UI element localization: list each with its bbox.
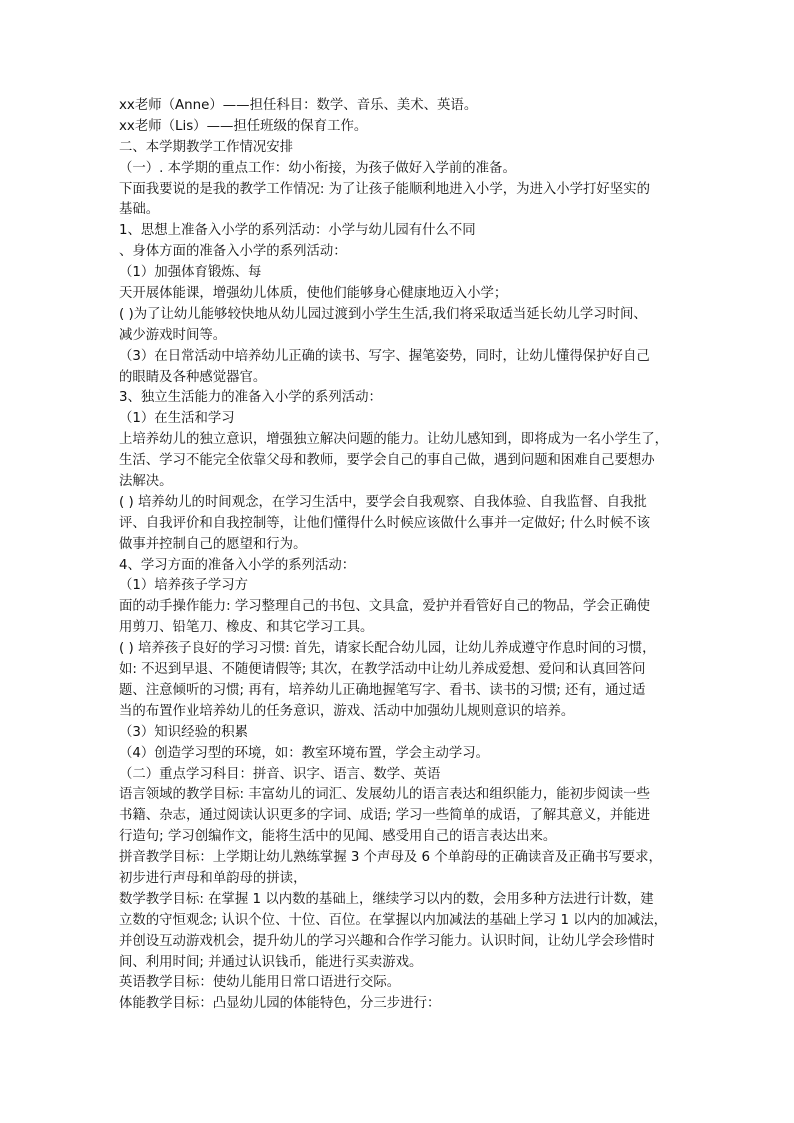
text-line: 题、注意倾听的习惯; 再有，培养幼儿正确地握笔写字、看书、读书的习惯; 还有，通过适 — [119, 682, 646, 698]
paragraph — [119, 284, 684, 305]
paragraph — [119, 556, 684, 577]
text-line: （3）在日常活动中培养幼儿正确的读书、写字、握笔姿势，同时，让幼儿懂得保护好自己 — [119, 348, 650, 364]
paragraph — [119, 263, 684, 284]
paragraph — [119, 765, 684, 786]
text-line: （1）培养孩子学习方 — [119, 578, 249, 594]
paragraph — [119, 242, 684, 263]
text-line: 立数的守恒观念; 认识个位、十位、百位。在掌握以内加减法的基础上学习 1 以内的加减法， — [119, 912, 668, 928]
paragraph — [119, 388, 684, 409]
text-line: 用剪刀、铅笔刀、橡皮、和其它学习工具。 — [119, 620, 374, 636]
paragraph — [119, 493, 684, 556]
text-line: 上培养幼儿的独立意识，增强独立解决问题的能力。让幼儿感知到，即将成为一名小学生了， — [119, 432, 669, 448]
paragraph — [119, 305, 684, 347]
text-line: 英语教学目标：使幼儿能用日常口语进行交际。 — [119, 975, 401, 991]
text-line: 并创设互动游戏机会，提升幼儿的学习兴趣和合作学习能力。认识时间，让幼儿学会珍惜时 — [119, 933, 655, 949]
text-line: 评、自我评价和自我控制等，让他们懂得什么时候应该做什么事并一定做好; 什么时候不该 — [119, 515, 650, 531]
text-line: 天开展体能课，增强幼儿体质，使他们能够身心健康地迈入小学； — [119, 286, 508, 302]
text-line: 1、思想上准备入小学的系列活动：小学与幼儿园有什么不同 — [119, 223, 476, 239]
text-line: 法解决。 — [119, 474, 173, 490]
text-line: 初步进行声母和单韵母的拼读， — [119, 870, 307, 886]
text-line: 语言领域的教学目标: 丰富幼儿的词汇、发展幼儿的语言表达和组织能力，能初步阅读一些 — [119, 787, 650, 803]
paragraph — [119, 597, 684, 639]
text-line: 减少游戏时间等。 — [119, 327, 227, 343]
paragraph — [119, 576, 684, 597]
text-line: 面的动手操作能力: 学习整理自己的书包、文具盒，爱护并看管好自己的物品，学会正确使 — [119, 599, 650, 615]
paragraph — [119, 180, 684, 222]
paragraph — [119, 890, 684, 974]
text-line: 间、利用时间; 并通过认识钱币，能进行买卖游戏。 — [119, 954, 423, 970]
text-line: xx老师（Lis）——担任班级的保育工作。 — [119, 118, 368, 134]
text-line: 拼音教学目标：上学期让幼儿熟练掌握 3 个声母及 6 个单韵母的正确读音及正确书写要求， — [119, 850, 662, 866]
text-line: 数学教学目标: 在掌握 1 以内数的基础上，继续学习以内的数，会用多种方法进行计数，建 — [119, 891, 654, 907]
text-line: 当的布置作业培养幼儿的任务意识，游戏、活动中加强幼儿规则意识的培养。 — [119, 703, 575, 719]
text-line: （3）知识经验的积累 — [119, 724, 249, 740]
paragraph — [119, 347, 684, 389]
paragraph — [119, 723, 684, 744]
text-line: 、身体方面的准备入小学的系列活动： — [119, 244, 347, 260]
paragraph — [119, 117, 684, 138]
text-line: 4、学习方面的准备入小学的系列活动： — [119, 557, 356, 573]
text-line: （1）加强体育锻炼、每 — [119, 265, 262, 281]
text-line: （4）创造学习型的环境，如：教室环境布置，学会主动学习。 — [119, 745, 490, 761]
text-line: ( ) 培养幼儿的时间观念，在学习生活中，要学会自我观察、自我体验、自我监督、自我批 — [119, 494, 647, 510]
paragraph — [119, 430, 684, 493]
text-line: （一）. 本学期的重点工作：幼小衔接，为孩子做好入学前的准备。 — [119, 160, 516, 176]
document-body — [119, 96, 684, 1015]
text-line: ( ) 培养孩子良好的学习习惯: 首先，请家长配合幼儿园，让幼儿养成遵守作息时间的习惯， — [119, 641, 656, 657]
paragraph — [119, 138, 684, 159]
paragraph — [119, 96, 684, 117]
text-line: 如: 不迟到早退、不随便请假等; 其次，在教学活动中让幼儿养成爱想、爱问和认真回答问 — [119, 662, 646, 678]
text-line: 3、独立生活能力的准备入小学的系列活动： — [119, 390, 382, 406]
text-line: xx老师（Anne）——担任科目：数学、音乐、美术、英语。 — [119, 98, 478, 113]
paragraph — [119, 639, 684, 723]
paragraph — [119, 785, 684, 848]
text-line: 二、本学期教学工作情况安排 — [119, 139, 294, 155]
paragraph — [119, 744, 684, 765]
text-line: ( )为了让幼儿能够较快地从幼儿园过渡到小学生生活,我们将采取适当延长幼儿学习时间、 — [119, 306, 647, 322]
text-line: 的眼睛及各种感觉器官。 — [119, 369, 267, 385]
text-line: 基础。 — [119, 202, 160, 218]
paragraph — [119, 848, 684, 890]
text-line: 下面我要说的是我的教学工作情况: 为了让孩子能顺利地进入小学，为进入小学打好坚实的 — [119, 181, 650, 197]
paragraph — [119, 994, 684, 1015]
text-line: 体能教学目标：凸显幼儿园的体能特色，分三步进行： — [119, 996, 441, 1012]
text-line: 做事并控制自己的愿望和行为。 — [119, 536, 307, 552]
paragraph — [119, 159, 684, 180]
paragraph — [119, 973, 684, 994]
paragraph — [119, 221, 684, 242]
paragraph — [119, 409, 684, 430]
text-line: （二）重点学习科目：拼音、识字、语言、数学、英语 — [119, 766, 441, 782]
text-line: 行造句; 学习创编作文，能将生活中的见闻、感受用自己的语言表达出来。 — [119, 829, 557, 845]
text-line: 生活、学习不能完全依靠父母和教师，要学会自己的事自己做，遇到问题和困难自己要想办 — [119, 453, 655, 469]
text-line: 书籍、杂志，通过阅读认识更多的字词、成语; 学习一些简单的成语，了解其意义，并能进 — [119, 808, 650, 824]
text-line: （1）在生活和学习 — [119, 411, 235, 427]
